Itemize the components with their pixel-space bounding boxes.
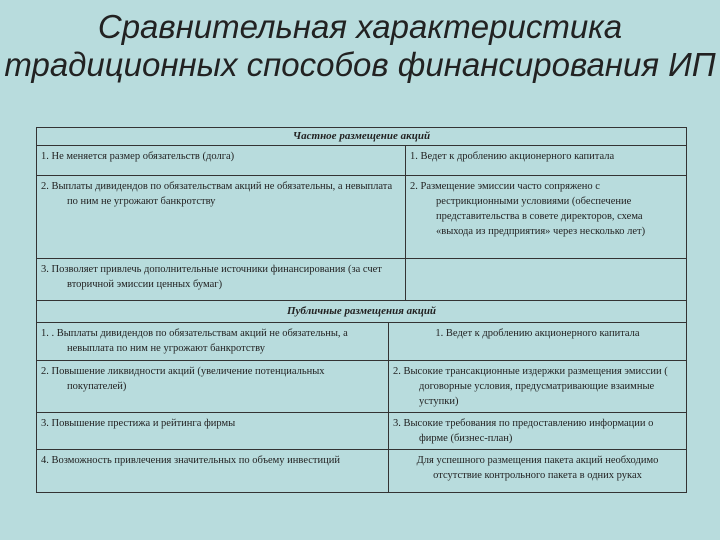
advantage-cell: 1. . Выплаты дивидендов по обязательствам акций не обязательны, а невыплата по ним не угрожают банкротству <box>37 323 389 361</box>
disadvantage-cell: Для успешного размещения пакета акций необходимо отсутствие контрольного пакета в одних руках <box>389 450 687 493</box>
slide-title: Сравнительная характеристика традиционных способов финансирования ИП <box>4 8 716 83</box>
section-header: Публичные размещения акций <box>37 301 687 323</box>
disadvantage-cell <box>406 259 687 301</box>
table-row <box>37 323 687 361</box>
advantage-cell: 2. Повышение ликвидности акций (увеличение потенциальных покупателей) <box>37 361 389 413</box>
private-placement-table <box>36 127 687 301</box>
disadvantage-cell: 1. Ведет к дроблению акционерного капитала <box>406 146 687 176</box>
section-header: Частное размещение акций <box>37 128 687 146</box>
advantage-cell: 3. Позволяет привлечь дополнительные источники финансирования (за счет вторичной эмиссии ценных бумаг) <box>37 259 406 301</box>
advantage-cell: 2. Выплаты дивидендов по обязательствам акций не обязательны, а невыплата по ним не угрожают банкротству <box>37 176 406 259</box>
table-row <box>37 413 687 450</box>
disadvantage-cell: 1. Ведет к дроблению акционерного капитала <box>389 323 687 361</box>
table-row <box>37 259 687 301</box>
advantage-cell: 3. Повышение престижа и рейтинга фирмы <box>37 413 389 450</box>
disadvantage-cell: 3. Высокие требования по предоставлению информации о фирме (бизнес-план) <box>389 413 687 450</box>
advantage-cell: 4. Возможность привлечения значительных по объему инвестиций <box>37 450 389 493</box>
table-row <box>37 361 687 413</box>
advantage-cell: 1. Не меняется размер обязательств (долга) <box>37 146 406 176</box>
table-row <box>37 146 687 176</box>
disadvantage-cell: 2. Высокие трансакционные издержки размещения эмиссии ( договорные условия, предусматривающие взаимные уступки) <box>389 361 687 413</box>
table-row <box>37 450 687 493</box>
disadvantage-cell: 2. Размещение эмиссии часто сопряжено с рестрикционными условиями (обеспечение представительства в совете директоров, схема «выхода из предприятия» через несколько лет) <box>406 176 687 259</box>
public-placement-table <box>36 300 687 493</box>
table-row <box>37 176 687 259</box>
